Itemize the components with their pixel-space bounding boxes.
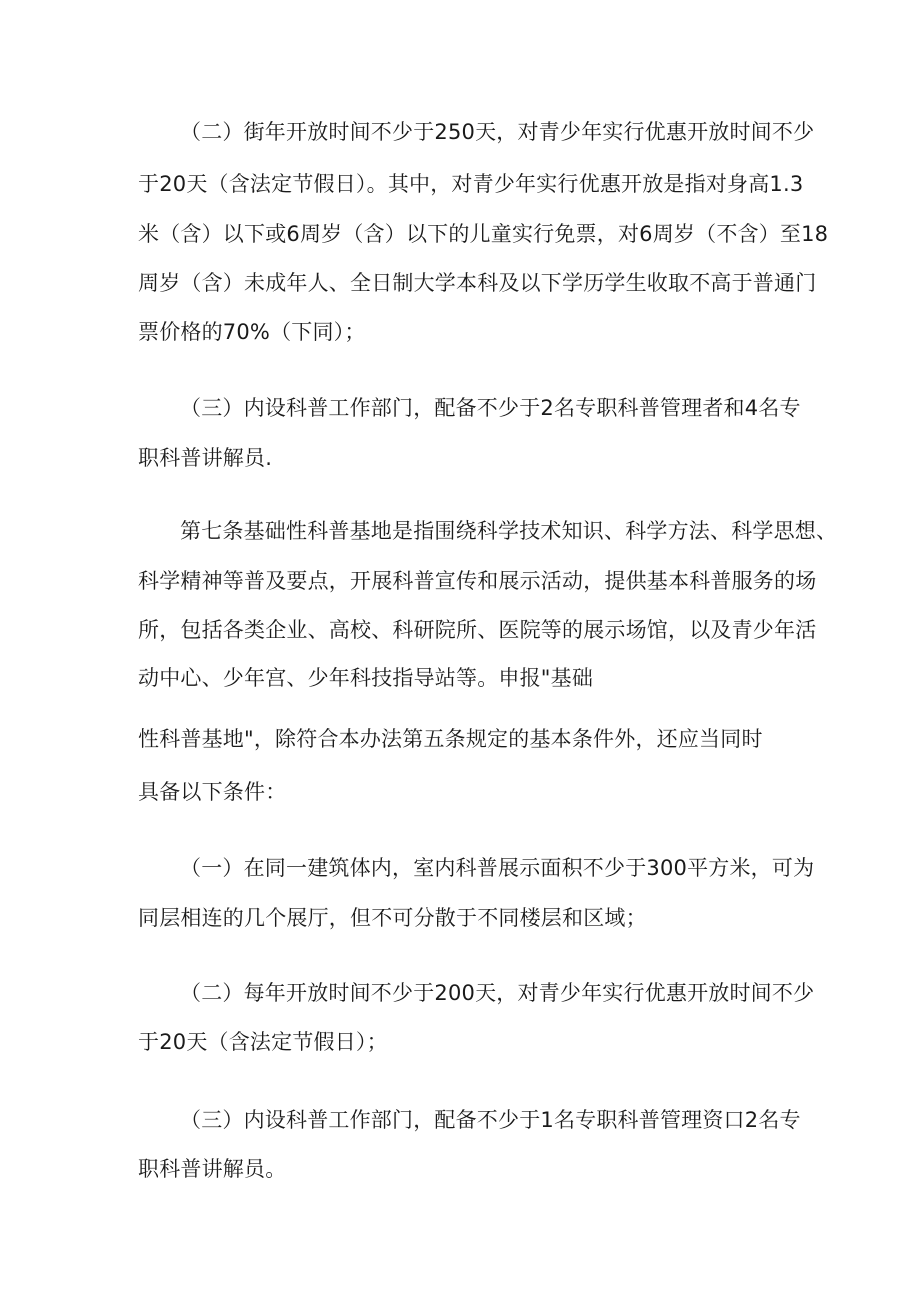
paragraph-3-line-2: 科学精神等普及要点，开展科普宣传和展示活动，提供基本科普服务的场 (138, 569, 817, 593)
paragraph-1-line-3: 米（含）以下或6周岁（含）以下的儿童实行免票，对6周岁（不含）至18 (138, 222, 829, 246)
paragraph-2-line-1: （三）内设科普工作部门，配备不少于2名专职科普管理者和4名专 (180, 396, 801, 420)
paragraph-6-line-1: （三）内设科普工作部门，配备不少于1名专职科普管理资口2名专 (180, 1108, 801, 1132)
paragraph-3-line-6: 具备以下条件： (138, 780, 287, 804)
paragraph-3-line-3: 所，包括各类企业、高校、科研院所、医院等的展示场馆，以及青少年活 (138, 618, 817, 642)
paragraph-1-line-5: 票价格的70%（下同）； (138, 320, 366, 344)
paragraph-5-line-1: （二）每年开放时间不少于200天，对青少年实行优惠开放时间不少 (180, 981, 815, 1005)
paragraph-1-line-1: （二）街年开放时间不少于250天，对青少年实行优惠开放时间不少 (180, 120, 815, 144)
paragraph-4-line-2: 同层相连的几个展厅，但不可分散于不同楼层和区域； (138, 906, 647, 930)
paragraph-1-line-2: 于20天（含法定节假日）。其中，对青少年实行优惠开放是指对身高1.3 (138, 172, 804, 196)
paragraph-6-line-2: 职科普讲解员。 (138, 1157, 287, 1181)
paragraph-5-line-2: 于20天（含法定节假日）； (138, 1030, 388, 1054)
paragraph-1-line-4: 周岁（含）未成年人、全日制大学本科及以下学历学生收取不高于普通门 (138, 271, 817, 295)
paragraph-2-line-2: 职科普讲解员. (138, 446, 273, 470)
paragraph-4-line-1: （一）在同一建筑体内，室内科普展示面积不少于300平方米，可为 (180, 856, 815, 880)
paragraph-3-line-4: 动中心、少年宫、少年科技指导站等。申报"基础 (138, 666, 594, 690)
paragraph-3-line-1: 第七条基础性科普基地是指围绕科学技术知识、科学方法、科学思想、 (180, 519, 838, 543)
paragraph-3-line-5: 性科普基地"，除符合本办法第五条规定的基本条件外，还应当同时 (138, 727, 763, 751)
